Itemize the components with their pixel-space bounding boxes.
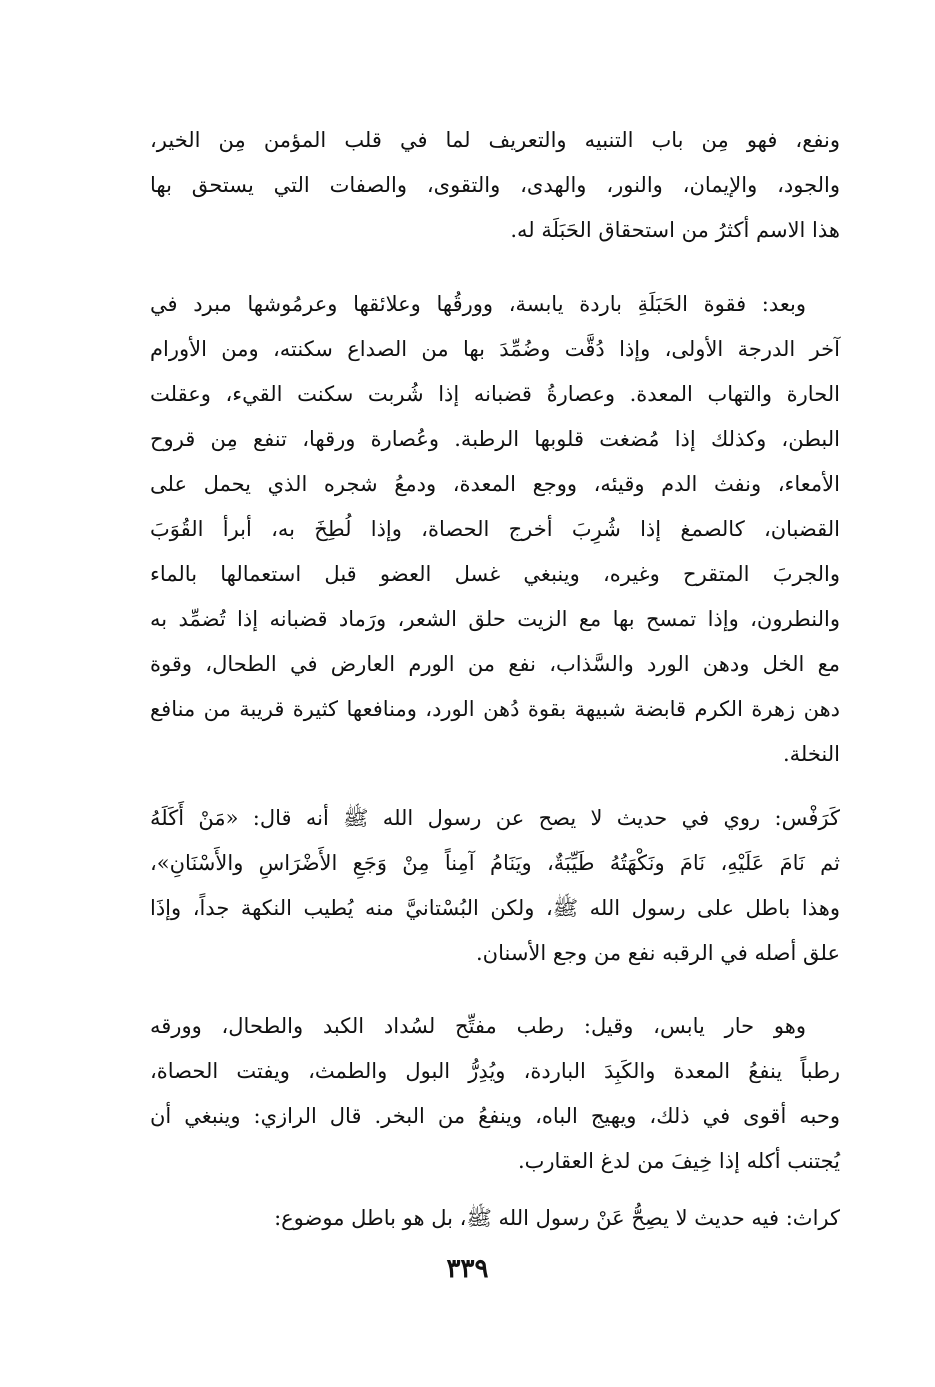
text-line: والجود، والإيمان، والنور، والهدى، والتقوى، والصفات التي يستحق بها [150,173,840,197]
text-line: وبعد: فقوة الحَبَلَةِ باردة يابسة، وورقُها وعلائقها وعرمُوشها مبرد في [150,292,806,316]
text-line: البطن، وكذلك إذا مُضغت قلوبها الرطبة. وعُصارة ورقها، تنفع مِن قروح [150,427,840,451]
text-line: النخلة. [782,742,840,766]
entry-term-kurrath: كراث: [785,1206,840,1230]
text-line: دهن زهرة الكرم قابضة شبيهة بقوة دُهن الورد، ومنافعها كثيرة قريبة من منافع [150,697,840,721]
paragraph-karafs-entry [150,796,840,976]
paragraph-kurrath-entry [150,1196,840,1241]
text-line: رطباً ينفعُ المعدة والكَبِدَ الباردة، ويُدِرُّ البول والطمث، ويفتت الحصاة، [150,1059,840,1083]
text-line [150,796,840,841]
paragraph-hablah-properties [150,282,840,777]
text-line: ونفع، فهو مِن باب التنبيه والتعريف لما في قلب المؤمن مِن الخير، [150,128,840,152]
text-line: الحارة والتهاب المعدة. وعصارةُ قضبانه إذا شُربت سكنت القيء، وعقلت [150,382,840,406]
text-line: وحبه أقوى في ذلك، ويهيج الباه، وينفعُ من البخر. قال الرازي: وينبغي أن [150,1104,840,1128]
text-line: وهذا باطل على رسول الله ﷺ، ولكن البُسْتانيَّ منه يُطيب النكهة جداً، وإذَا [150,896,840,920]
page-number: ٣٣٩ [446,1254,489,1284]
text-line: القضبان، كالصمغ إذا شُرِبَ أخرج الحصاة، وإذا لُطِخَ به، أبرأ القُوَبَ [150,517,840,541]
text-segment: فيه حديث لا يصِحُّ عَنْ رسول الله ﷺ، بل هو باطل موضوع: [274,1206,780,1230]
text-line: هذا الاسم أكثرُ من استحقاق الحَبَلَة له. [510,218,840,242]
paragraph-hablah-intro [150,118,840,253]
text-line: الأمعاء، ونفث الدم وقيئه، ووجع المعدة، ودمعُ شجره الذي يحمل على [150,472,840,496]
entry-term-karafs: كَرَفْس: [774,806,840,830]
text-line: والنطرون، وإذا تمسح بها مع الزيت حلق الشعر، ورَماد قضبانه إذا تُضمِّد به [150,607,840,631]
text-line: وهو حار يابس، وقيل: رطب مفتِّح لسُداد الكبد والطحال، وورقه [150,1014,806,1038]
text-segment: روي في حديث لا يصح عن رسول الله ﷺ أنه قال: «مَنْ أَكَلَهُ [150,806,761,830]
text-line [150,1196,840,1241]
text-line: مع الخل ودهن الورد والسَّذاب، نفع من الورم العارض في الطحال، وقوة [150,652,840,676]
text-line: والجربَ المتقرح وغيره، وينبغي غسل العضو قبل استعمالها بالماء [150,562,840,586]
text-line: ثم نَامَ عَلَيْهِ، نَامَ ونَكْهَتُهُ طَيِّبَةٌ، ويَنَامُ آمِناً مِنْ وَجَعِ الأَضْرَاسِ والأَسْنَانِ»، [150,851,840,875]
text-line: علق أصله في الرقبه نفع من وجع الأسنان. [475,941,840,965]
text-line: آخر الدرجة الأولى، وإذا دُقَّت وضُمِّدَ بها من الصداع سكنته، ومن الأورام [150,337,840,361]
text-line: يُجتنب أكله إذا خِيفَ من لدغ العقارب. [517,1149,840,1173]
paragraph-karafs-properties [150,1004,840,1184]
